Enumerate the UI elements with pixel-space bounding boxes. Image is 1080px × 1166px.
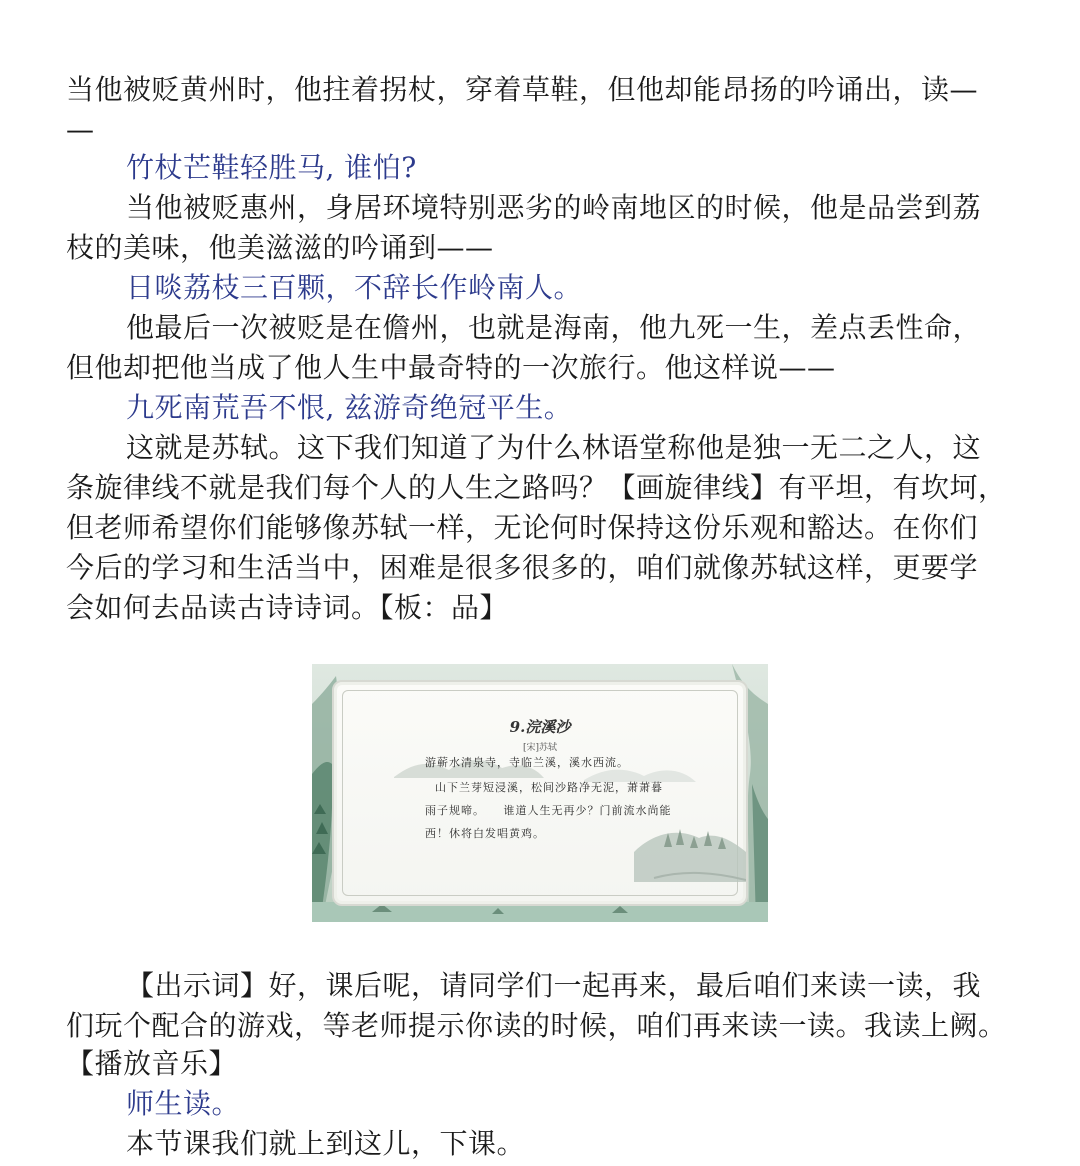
paragraph-line: 当他被贬惠州，身居环境特别恶劣的岭南地区的时候，他是品尝到荔: [126, 191, 982, 224]
poem-quote: 师生读。: [126, 1087, 241, 1120]
poem-quote: 九死南荒吾不恨, 兹游奇绝冠平生。: [126, 391, 573, 424]
poem-line: 雨子规啼。 谁道人生无再少？门前流水尚能: [425, 804, 672, 817]
poem-title: 9.浣溪沙: [509, 718, 571, 736]
poem-author: [宋]苏轼: [522, 743, 558, 753]
poem-line: 西！休将白发唱黄鸡。: [425, 827, 545, 840]
paragraph-line: 今后的学习和生活当中，困难是很多很多的，咱们就像苏轼这样，更要学: [66, 551, 979, 584]
paragraph-line: 们玩个配合的游戏，等老师提示你读的时候，咱们再来读一读。我读上阙。: [66, 1009, 1007, 1042]
paragraph-line: 这就是苏轼。这下我们知道了为什么林语堂称他是独一无二之人，这: [126, 431, 982, 464]
slide-image: [312, 664, 768, 922]
poem-card: [332, 680, 748, 906]
paragraph-line: 枝的美味，他美滋滋的吟诵到——: [66, 231, 494, 264]
paragraph-line: 条旋律线不就是我们每个人的人生之路吗？【画旋律线】有平坦，有坎坷，: [66, 471, 1007, 504]
paragraph-line: —: [66, 113, 95, 146]
paragraph-line: 本节课我们就上到这儿，下课。: [126, 1127, 526, 1160]
paragraph-line: 但他却把他当成了他人生中最奇特的一次旅行。他这样说——: [66, 351, 836, 384]
poem-quote: 日啖荔枝三百颗，不辞长作岭南人。: [126, 271, 583, 304]
paragraph-line: 会如何去品读古诗诗词。【板：品】: [66, 591, 509, 624]
paragraph-line: 【播放音乐】: [66, 1047, 238, 1080]
poem-quote: 竹杖芒鞋轻胜马, 谁怕?: [126, 151, 417, 184]
poem-line: 山下兰芽短浸溪，松间沙路净无泥，萧萧暮: [435, 781, 663, 794]
paragraph-line: 【出示词】好，课后呢，请同学们一起再来，最后咱们来读一读，我: [126, 969, 982, 1002]
poem-line: 游蕲水清泉寺，寺临兰溪，溪水西流。: [425, 756, 629, 769]
paragraph-line: 他最后一次被贬是在儋州，也就是海南，他九死一生，差点丢性命，: [126, 311, 982, 344]
paragraph-line: 当他被贬黄州时，他拄着拐杖，穿着草鞋，但他却能昂扬的吟诵出，读—: [66, 73, 979, 106]
paragraph-line: 但老师希望你们能够像苏轼一样，无论何时保持这份乐观和豁达。在你们: [66, 511, 979, 544]
